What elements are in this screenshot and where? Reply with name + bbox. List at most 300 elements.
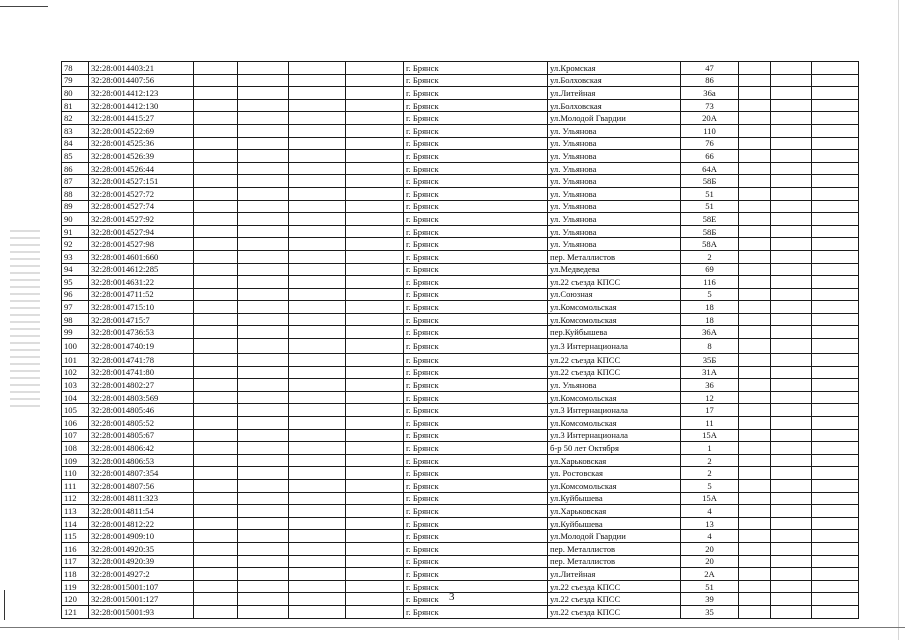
- scan-top-mark: [0, 6, 48, 7]
- cadastral-number-cell: 32:28:0014740:19: [89, 339, 194, 354]
- empty-cell: [346, 137, 404, 150]
- house-number-cell: 2: [681, 467, 739, 480]
- cadastral-number-cell: 32:28:0014812:22: [89, 517, 194, 530]
- empty-cell: [346, 200, 404, 213]
- empty-cell: [771, 417, 812, 430]
- table-row: [62, 492, 859, 505]
- row-number-cell: 98: [62, 313, 89, 326]
- empty-cell: [289, 62, 346, 75]
- empty-cell: [812, 492, 859, 505]
- empty-cell: [739, 467, 771, 480]
- empty-cell: [739, 162, 771, 175]
- empty-cell: [238, 568, 289, 581]
- cadastral-number-cell: 32:28:0014526:44: [89, 162, 194, 175]
- city-cell: г. Брянск: [404, 467, 548, 480]
- street-cell: ул.Харьковская: [548, 454, 681, 467]
- house-number-cell: 51: [681, 200, 739, 213]
- empty-cell: [289, 339, 346, 354]
- empty-cell: [739, 238, 771, 251]
- empty-cell: [289, 250, 346, 263]
- row-number-cell: 99: [62, 326, 89, 339]
- empty-cell: [194, 542, 238, 555]
- empty-cell: [812, 339, 859, 354]
- house-number-cell: 15А: [681, 492, 739, 505]
- cadastral-number-cell: 32:28:0014412:123: [89, 87, 194, 100]
- empty-cell: [194, 276, 238, 289]
- row-number-cell: 104: [62, 391, 89, 404]
- empty-cell: [771, 62, 812, 75]
- city-cell: г. Брянск: [404, 530, 548, 543]
- street-cell: ул. Ульянова: [548, 162, 681, 175]
- empty-cell: [194, 492, 238, 505]
- street-cell: ул.Комсомольская: [548, 313, 681, 326]
- house-number-cell: 2А: [681, 568, 739, 581]
- city-cell: г. Брянск: [404, 339, 548, 354]
- empty-cell: [346, 366, 404, 379]
- house-number-cell: 12: [681, 391, 739, 404]
- table-row: [62, 162, 859, 175]
- empty-cell: [289, 213, 346, 226]
- row-number-cell: 121: [62, 605, 89, 618]
- empty-cell: [812, 593, 859, 606]
- empty-cell: [771, 492, 812, 505]
- empty-cell: [812, 213, 859, 226]
- house-number-cell: 5: [681, 288, 739, 301]
- table-row: [62, 391, 859, 404]
- empty-cell: [812, 568, 859, 581]
- empty-cell: [238, 313, 289, 326]
- empty-cell: [812, 175, 859, 188]
- empty-cell: [194, 213, 238, 226]
- empty-cell: [346, 505, 404, 518]
- street-cell: ул. Ульянова: [548, 225, 681, 238]
- register-rows: [62, 62, 859, 619]
- empty-cell: [812, 542, 859, 555]
- empty-cell: [346, 326, 404, 339]
- house-number-cell: 20: [681, 542, 739, 555]
- empty-cell: [238, 429, 289, 442]
- street-cell: ул.Союзная: [548, 288, 681, 301]
- empty-cell: [812, 263, 859, 276]
- empty-cell: [739, 301, 771, 314]
- table-row: [62, 593, 859, 606]
- house-number-cell: 2: [681, 454, 739, 467]
- city-cell: г. Брянск: [404, 162, 548, 175]
- empty-cell: [194, 150, 238, 163]
- empty-cell: [771, 480, 812, 493]
- empty-cell: [289, 454, 346, 467]
- city-cell: г. Брянск: [404, 429, 548, 442]
- empty-cell: [812, 238, 859, 251]
- row-number-cell: 105: [62, 404, 89, 417]
- empty-cell: [289, 238, 346, 251]
- empty-cell: [812, 404, 859, 417]
- street-cell: ул.22 съезда КПСС: [548, 593, 681, 606]
- empty-cell: [238, 301, 289, 314]
- empty-cell: [346, 354, 404, 367]
- empty-cell: [346, 313, 404, 326]
- empty-cell: [739, 530, 771, 543]
- city-cell: г. Брянск: [404, 454, 548, 467]
- empty-cell: [812, 87, 859, 100]
- empty-cell: [739, 175, 771, 188]
- empty-cell: [739, 593, 771, 606]
- page-number: 3: [449, 591, 455, 603]
- empty-cell: [812, 391, 859, 404]
- city-cell: г. Брянск: [404, 605, 548, 618]
- empty-cell: [346, 213, 404, 226]
- empty-cell: [194, 417, 238, 430]
- empty-cell: [346, 150, 404, 163]
- table-row: [62, 429, 859, 442]
- house-number-cell: 116: [681, 276, 739, 289]
- street-cell: ул. Ростовская: [548, 467, 681, 480]
- city-cell: г. Брянск: [404, 137, 548, 150]
- street-cell: ул.22 съезда КПСС: [548, 276, 681, 289]
- row-number-cell: 86: [62, 162, 89, 175]
- table-row: [62, 442, 859, 455]
- empty-cell: [346, 112, 404, 125]
- empty-cell: [771, 187, 812, 200]
- cadastral-number-cell: 32:28:0014920:35: [89, 542, 194, 555]
- empty-cell: [238, 605, 289, 618]
- house-number-cell: 8: [681, 339, 739, 354]
- empty-cell: [771, 150, 812, 163]
- cadastral-number-cell: 32:28:0014805:52: [89, 417, 194, 430]
- empty-cell: [238, 326, 289, 339]
- empty-cell: [812, 200, 859, 213]
- city-cell: г. Брянск: [404, 288, 548, 301]
- empty-cell: [812, 417, 859, 430]
- street-cell: ул.Харьковская: [548, 505, 681, 518]
- empty-cell: [238, 238, 289, 251]
- row-number-cell: 111: [62, 480, 89, 493]
- empty-cell: [812, 605, 859, 618]
- empty-cell: [346, 467, 404, 480]
- empty-cell: [289, 276, 346, 289]
- street-cell: ул. Ульянова: [548, 175, 681, 188]
- row-number-cell: 82: [62, 112, 89, 125]
- empty-cell: [194, 454, 238, 467]
- cadastral-number-cell: 32:28:0014807:56: [89, 480, 194, 493]
- empty-cell: [289, 517, 346, 530]
- street-cell: ул.Комсомольская: [548, 480, 681, 493]
- empty-cell: [194, 124, 238, 137]
- table-row: [62, 313, 859, 326]
- table-row: [62, 339, 859, 354]
- street-cell: б-р 50 лет Октября: [548, 442, 681, 455]
- empty-cell: [771, 555, 812, 568]
- empty-cell: [812, 313, 859, 326]
- empty-cell: [771, 301, 812, 314]
- city-cell: г. Брянск: [404, 263, 548, 276]
- empty-cell: [238, 162, 289, 175]
- empty-cell: [739, 580, 771, 593]
- empty-cell: [194, 225, 238, 238]
- empty-cell: [346, 454, 404, 467]
- empty-cell: [289, 391, 346, 404]
- empty-cell: [739, 187, 771, 200]
- house-number-cell: 13: [681, 517, 739, 530]
- street-cell: пер. Металлистов: [548, 555, 681, 568]
- empty-cell: [739, 200, 771, 213]
- empty-cell: [194, 301, 238, 314]
- empty-cell: [194, 326, 238, 339]
- house-number-cell: 1: [681, 442, 739, 455]
- city-cell: г. Брянск: [404, 124, 548, 137]
- street-cell: ул.3 Интернационала: [548, 339, 681, 354]
- empty-cell: [739, 99, 771, 112]
- city-cell: г. Брянск: [404, 492, 548, 505]
- empty-cell: [289, 568, 346, 581]
- table-row: [62, 288, 859, 301]
- empty-cell: [771, 505, 812, 518]
- house-number-cell: 5: [681, 480, 739, 493]
- empty-cell: [194, 555, 238, 568]
- city-cell: г. Брянск: [404, 74, 548, 87]
- empty-cell: [346, 74, 404, 87]
- empty-cell: [739, 568, 771, 581]
- empty-cell: [812, 276, 859, 289]
- empty-cell: [238, 187, 289, 200]
- empty-cell: [238, 288, 289, 301]
- empty-cell: [194, 568, 238, 581]
- empty-cell: [812, 480, 859, 493]
- row-number-cell: 94: [62, 263, 89, 276]
- empty-cell: [346, 99, 404, 112]
- empty-cell: [346, 225, 404, 238]
- empty-cell: [771, 213, 812, 226]
- empty-cell: [289, 112, 346, 125]
- street-cell: ул. Ульянова: [548, 137, 681, 150]
- street-cell: ул.3 Интернационала: [548, 429, 681, 442]
- cadastral-number-cell: 32:28:0014527:72: [89, 187, 194, 200]
- table-row: [62, 366, 859, 379]
- empty-cell: [812, 326, 859, 339]
- street-cell: ул.Молодой Гвардии: [548, 112, 681, 125]
- street-cell: ул.Комсомольская: [548, 391, 681, 404]
- empty-cell: [238, 492, 289, 505]
- cadastral-number-cell: 32:28:0014806:53: [89, 454, 194, 467]
- empty-cell: [771, 225, 812, 238]
- empty-cell: [289, 87, 346, 100]
- cadastral-number-cell: 32:28:0014612:285: [89, 263, 194, 276]
- empty-cell: [194, 87, 238, 100]
- empty-cell: [812, 379, 859, 392]
- empty-cell: [346, 542, 404, 555]
- empty-cell: [771, 404, 812, 417]
- empty-cell: [289, 530, 346, 543]
- city-cell: г. Брянск: [404, 301, 548, 314]
- empty-cell: [289, 442, 346, 455]
- table-row: [62, 517, 859, 530]
- empty-cell: [289, 137, 346, 150]
- cadastral-number-cell: 32:28:0014412:130: [89, 99, 194, 112]
- city-cell: г. Брянск: [404, 200, 548, 213]
- row-number-cell: 113: [62, 505, 89, 518]
- empty-cell: [346, 238, 404, 251]
- empty-cell: [812, 454, 859, 467]
- empty-cell: [346, 593, 404, 606]
- empty-cell: [289, 429, 346, 442]
- empty-cell: [739, 124, 771, 137]
- house-number-cell: 66: [681, 150, 739, 163]
- street-cell: пер. Металлистов: [548, 542, 681, 555]
- house-number-cell: 2: [681, 250, 739, 263]
- empty-cell: [289, 605, 346, 618]
- empty-cell: [771, 568, 812, 581]
- house-number-cell: 51: [681, 187, 739, 200]
- empty-cell: [771, 593, 812, 606]
- empty-cell: [289, 99, 346, 112]
- row-number-cell: 114: [62, 517, 89, 530]
- street-cell: ул.Комсомольская: [548, 417, 681, 430]
- table-row: [62, 276, 859, 289]
- empty-cell: [289, 162, 346, 175]
- empty-cell: [346, 187, 404, 200]
- empty-cell: [194, 391, 238, 404]
- empty-cell: [771, 530, 812, 543]
- row-number-cell: 117: [62, 555, 89, 568]
- house-number-cell: 58Е: [681, 213, 739, 226]
- table-row: [62, 187, 859, 200]
- empty-cell: [194, 187, 238, 200]
- empty-cell: [346, 62, 404, 75]
- house-number-cell: 18: [681, 313, 739, 326]
- empty-cell: [346, 580, 404, 593]
- cadastral-number-cell: 32:28:0014527:151: [89, 175, 194, 188]
- empty-cell: [812, 124, 859, 137]
- table-row: [62, 124, 859, 137]
- empty-cell: [739, 454, 771, 467]
- table-row: [62, 87, 859, 100]
- empty-cell: [238, 467, 289, 480]
- empty-cell: [194, 366, 238, 379]
- empty-cell: [238, 150, 289, 163]
- street-cell: пер.Куйбышева: [548, 326, 681, 339]
- row-number-cell: 108: [62, 442, 89, 455]
- empty-cell: [771, 454, 812, 467]
- empty-cell: [346, 263, 404, 276]
- empty-cell: [238, 112, 289, 125]
- empty-cell: [812, 467, 859, 480]
- empty-cell: [238, 542, 289, 555]
- empty-cell: [194, 354, 238, 367]
- table-row: [62, 379, 859, 392]
- street-cell: ул.Комсомольская: [548, 301, 681, 314]
- empty-cell: [194, 517, 238, 530]
- row-number-cell: 115: [62, 530, 89, 543]
- table-row: [62, 467, 859, 480]
- empty-cell: [739, 313, 771, 326]
- cadastral-number-cell: 32:28:0015001:107: [89, 580, 194, 593]
- empty-cell: [771, 124, 812, 137]
- house-number-cell: 18: [681, 301, 739, 314]
- empty-cell: [771, 238, 812, 251]
- empty-cell: [739, 542, 771, 555]
- empty-cell: [771, 429, 812, 442]
- table-row: [62, 263, 859, 276]
- cadastral-number-cell: 32:28:0014802:27: [89, 379, 194, 392]
- empty-cell: [812, 530, 859, 543]
- empty-cell: [739, 250, 771, 263]
- table-row: [62, 417, 859, 430]
- house-number-cell: 20А: [681, 112, 739, 125]
- cadastral-number-cell: 32:28:0014601:660: [89, 250, 194, 263]
- empty-cell: [194, 530, 238, 543]
- empty-cell: [812, 112, 859, 125]
- cadastral-number-cell: 32:28:0014715:7: [89, 313, 194, 326]
- empty-cell: [739, 263, 771, 276]
- empty-cell: [238, 124, 289, 137]
- empty-cell: [238, 99, 289, 112]
- city-cell: г. Брянск: [404, 150, 548, 163]
- table-row: [62, 326, 859, 339]
- empty-cell: [771, 313, 812, 326]
- empty-cell: [194, 238, 238, 251]
- house-number-cell: 35Б: [681, 354, 739, 367]
- empty-cell: [771, 200, 812, 213]
- empty-cell: [238, 225, 289, 238]
- empty-cell: [238, 580, 289, 593]
- empty-cell: [739, 326, 771, 339]
- empty-cell: [194, 429, 238, 442]
- empty-cell: [238, 175, 289, 188]
- cadastral-number-cell: 32:28:0014715:10: [89, 301, 194, 314]
- empty-cell: [346, 442, 404, 455]
- empty-cell: [194, 62, 238, 75]
- city-cell: г. Брянск: [404, 417, 548, 430]
- street-cell: ул.22 съезда КПСС: [548, 605, 681, 618]
- row-number-cell: 81: [62, 99, 89, 112]
- empty-cell: [812, 62, 859, 75]
- empty-cell: [812, 74, 859, 87]
- empty-cell: [346, 480, 404, 493]
- house-number-cell: 69: [681, 263, 739, 276]
- house-number-cell: 17: [681, 404, 739, 417]
- street-cell: ул.Молодой Гвардии: [548, 530, 681, 543]
- street-cell: ул.Куйбышева: [548, 517, 681, 530]
- scan-left-edge-mark: [4, 590, 5, 620]
- empty-cell: [812, 429, 859, 442]
- scan-artifact: [10, 230, 40, 410]
- row-number-cell: 92: [62, 238, 89, 251]
- cadastral-number-cell: 32:28:0014803:569: [89, 391, 194, 404]
- empty-cell: [289, 301, 346, 314]
- empty-cell: [771, 379, 812, 392]
- empty-cell: [771, 517, 812, 530]
- empty-cell: [739, 391, 771, 404]
- empty-cell: [194, 480, 238, 493]
- empty-cell: [739, 354, 771, 367]
- empty-cell: [771, 339, 812, 354]
- house-number-cell: 58А: [681, 238, 739, 251]
- table-row: [62, 250, 859, 263]
- street-cell: ул. Ульянова: [548, 200, 681, 213]
- street-cell: ул. Ульянова: [548, 187, 681, 200]
- street-cell: ул.22 съезда КПСС: [548, 354, 681, 367]
- row-number-cell: 107: [62, 429, 89, 442]
- empty-cell: [346, 288, 404, 301]
- empty-cell: [238, 62, 289, 75]
- empty-cell: [289, 492, 346, 505]
- table-row: [62, 542, 859, 555]
- empty-cell: [289, 288, 346, 301]
- empty-cell: [238, 517, 289, 530]
- empty-cell: [289, 542, 346, 555]
- empty-cell: [194, 379, 238, 392]
- house-number-cell: 20: [681, 555, 739, 568]
